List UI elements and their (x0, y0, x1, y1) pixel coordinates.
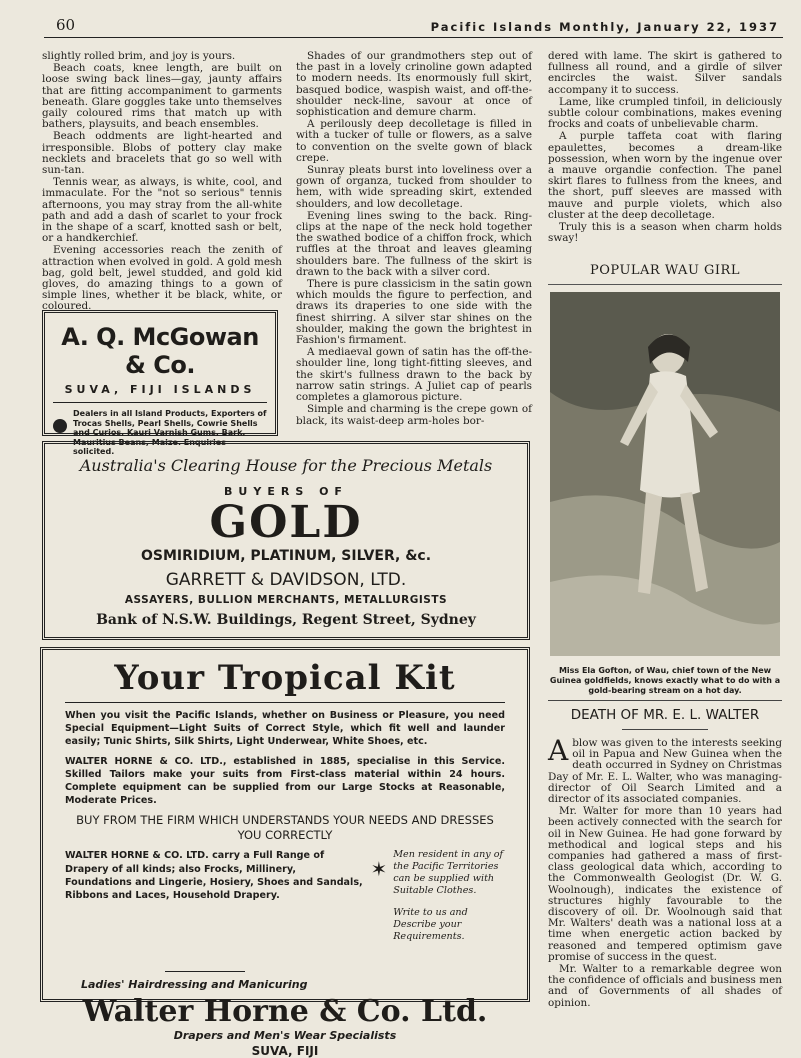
advert-mcgowan-description: Dealers in all Island Products, Exporters of Trocas Shells, Pearl Shells, Cowrie Shells and Curios, Kauri Varnish Gums, Bark, Mauritius Beans, Maize. Enquiries solicited. (73, 409, 267, 456)
column-1 (42, 51, 282, 314)
paragraph: dered with lame. The skirt is gathered to fullness all round, and a girdle of silver encircles the waist. Silver sandals accompany it to success. (548, 50, 782, 96)
advert-ladies-services: Ladies' Hairdressing and Manicuring (81, 978, 308, 992)
advert-brand: Walter Horne & Co. Ltd. (82, 994, 488, 1030)
advert-metals: OSMIRIDIUM, PLATINUM, SILVER, &c. (140, 548, 432, 564)
advert-tagline: Australia's Clearing House for the Precious Metals (79, 456, 493, 475)
divider (622, 729, 708, 730)
advert-services: ASSAYERS, BULLION MERCHANTS, METALLURGISTS (124, 594, 448, 606)
paragraph: Tennis wear, as always, is white, cool, and immaculate. For the "not so serious" tennis afternoons, you may stray from the all-white path and add a dash of scarlet to your frock in the shape of a scarf, knotted sash or belt, or a handkerchief. (42, 176, 282, 245)
advert-subtitle: Drapers and Men's Wear Specialists (173, 1029, 397, 1043)
star-icon: ✶ (370, 857, 388, 882)
paragraph: Evening accessories reach the zenith of attraction when evolved in gold. A gold mesh bag, gold belt, jewel studded, and gold kid gloves, do amazing things to a gown of simple lines, whether it be black, white, or coloured. (42, 244, 282, 313)
photo-heading: POPULAR WAU GIRL (590, 263, 740, 278)
running-header: Pacific Islands Monthly, January 22, 1937 (430, 20, 779, 34)
article-heading: DEATH OF MR. E. L. WALTER (570, 707, 760, 723)
paragraph: Truly this is a season when charm holds sway! (548, 221, 782, 245)
paragraph: Lame, like crumpled tinfoil, in deliciously subtle colour combinations, makes evening frocks and coats of unbelievable charm. (548, 95, 782, 131)
advert-paragraph: WALTER HORNE & CO. LTD., established in 1885, specialise in this Service. Skilled Tailors make your suits from First-class material within 24 hours. Complete equipment can be supplied from our Large Stocks at Reasonable, Moderate Prices. (65, 755, 505, 807)
advert-title: Your Tropical Kit (114, 658, 456, 698)
advert-mcgowan (42, 310, 278, 456)
column-2 (296, 51, 532, 428)
advert-walter-horne (40, 647, 530, 1058)
obituary-article (548, 734, 782, 1010)
paragraph-text: blow was given to the interests seeking oil in Papua and New Guinea when the death occurred in Sydney on Christmas Day of Mr. E. L. Walter, who was managing-director of Oil Search Limited and a director of its associated companies. (548, 737, 782, 806)
advert-paragraph: When you visit the Pacific Islands, whether on Business or Pleasure, you need Special Equipment—Light Suits of Correct Style, which fit well and launder easily; Tunic Shirts, Silk Shirts, Light Underwear, White Shoes, etc. (65, 710, 505, 748)
divider (53, 402, 267, 403)
paragraph: Mr. Walter for more than 10 years had been actively connected with the search for oil in New Guinea. He had gone forward by methodical and logical steps and his companies had gathered a mass of first-class geological data which, according to the Commonwealth Geologist (Dr. W. G. Woolnough), indicates the existence of structures highly favourable to the discovery of oil. Dr. Woolnough said that Mr. Walters' death was a national loss at a time when energetic action backed by reasoned and tempered optimism gave promise of success in the quest. (548, 805, 782, 963)
divider (548, 700, 782, 701)
drop-cap: A (548, 734, 569, 767)
paragraph: Sunray pleats burst into loveliness over a gown of organza, tucked from shoulder to hem, with wide spreading skirt, extended shoulders, and low decolletage. (296, 164, 532, 210)
advert-details-row (65, 849, 505, 953)
paragraph: Mr. Walter to a remarkable degree won the confidence of officials and business men and of Governments of all shades of opinion. (548, 963, 782, 1009)
page-number: 60 (56, 16, 76, 34)
advert-mcgowan-name: A. Q. McGowan & Co. (61, 323, 259, 379)
advert-slogan: BUY FROM THE FIRM WHICH UNDERSTANDS YOUR NEEDS AND DRESSES YOU CORRECTLY (76, 813, 494, 843)
photo-illustration (550, 292, 780, 656)
paragraph: slightly rolled brim, and joy is yours. (42, 50, 236, 62)
advert-mcgowan-location: SUVA, FIJI ISLANDS (64, 383, 256, 396)
paragraph: There is pure classicism in the satin gown which moulds the figure to perfection, and draws its draperies to one side with the finest shirring. A silver star shines on the shoulder, making the gown the brightest in Fashion's firmament. (296, 278, 532, 347)
advert-side-note: Write to us and Describe your Requirements. (393, 907, 468, 943)
advert-address: Bank of N.S.W. Buildings, Regent Street, Sydney (96, 612, 476, 628)
paragraph: Simple and charming is the crepe gown of black, its waist-deep arm-holes bor- (296, 403, 532, 427)
advert-company: GARRETT & DAVIDSON, LTD. (165, 570, 407, 590)
paragraph: Beach oddments are light-hearted and irresponsible. Blobs of pottery clay make necklets and bracelets that go so well with sun-tan. (42, 130, 282, 177)
divider (65, 702, 505, 703)
advert-garrett-davidson (42, 441, 530, 640)
advert-side-note: Men resident in any of the Pacific Territories can be supplied with Suitable Clothes. (393, 849, 504, 897)
paragraph: A perilously deep decolletage is filled in with a tucker of tulle or flowers, as a salve to convention on the svelte gown of black crepe. (296, 118, 532, 164)
advert-city: SUVA, FIJI (251, 1044, 319, 1058)
column-3 (548, 51, 782, 245)
divider (165, 971, 245, 972)
advert-sidebar (393, 849, 505, 953)
bullet-icon (53, 419, 67, 433)
paragraph: Evening lines swing to the back. Ring-clips at the nape of the neck hold together the swathed bodice of a chiffon frock, which ruffles at the throat and leaves gleaming shoulders bare. The fullness of the skirt is drawn to the back with a silver cord. (296, 209, 532, 278)
divider (548, 284, 782, 285)
advert-gold: GOLD (209, 497, 363, 548)
paragraph: A mediaeval gown of satin has the off-the-shoulder line, long tight-fitting sleeves, and the skirt's fullness drawn to the back by narrow satin strings. A Juliet cap of pearls completes a glamorous picture. (296, 346, 532, 404)
photo-caption: Miss Ela Gofton, of Wau, chief town of the New Guinea goldfields, knows exactly what to do with a gold-bearing stream on a hot day. (549, 666, 781, 695)
paragraph (548, 734, 782, 806)
photo-girl-in-stream (550, 292, 780, 656)
header-rule (44, 37, 783, 38)
advert-paragraph: WALTER HORNE & CO. LTD. carry a Full Range of Drapery of all kinds; also Frocks, Millinery, Foundations and Lingerie, Hosiery, Shoes and Sandals, Ribbons and Laces, Household Drapery. (65, 850, 363, 902)
paragraph: A purple taffeta coat with flaring epaulettes, becomes a dream-like possession, when worn by the ingenue over a mauve organdie confection. The panel skirt flares to fullness from the knees, and the short, puff sleeves are massed with mauve and purple violets, which also cluster at the deep decolletage. (548, 130, 782, 221)
paragraph: Beach coats, knee length, are built on loose swing back lines—gay, jaunty affairs that are fitting accompaniment to garments beneath. Glare goggles take unto themselves gaily coloured rims that match up with bathers, playsuits, and beach ensembles. (42, 62, 282, 131)
paragraph: Shades of our grandmothers step out of the past in a lovely crinoline gown adapted to modern needs. Its enormously full skirt, basqued bodice, waspish waist, and off-the-shoulder neck-line, savour at once of sophistication and demure charm. (296, 50, 532, 119)
advert-buyers: BUYERS OF (224, 485, 348, 498)
